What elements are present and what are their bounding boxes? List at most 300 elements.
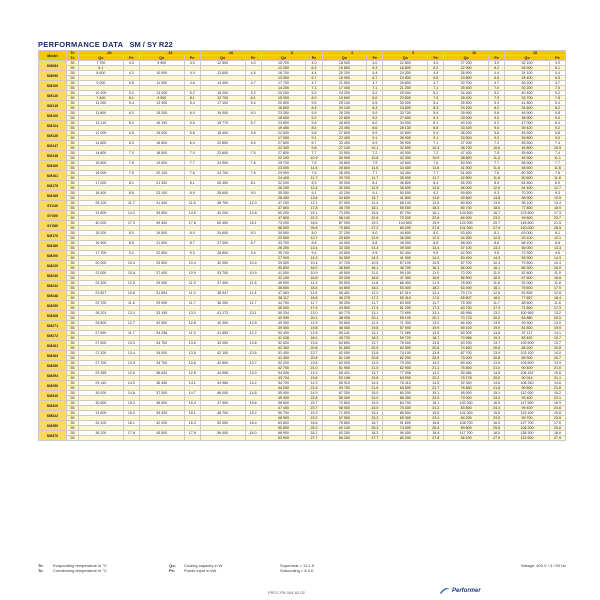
qo-cell: 24 700 — [200, 171, 245, 176]
tc-cell: 35 — [67, 341, 79, 346]
pe-header: Pe — [306, 56, 322, 61]
pe-cell: 13.9 — [489, 361, 505, 366]
qo-cell: 105 500 — [505, 341, 550, 346]
table-row — [39, 436, 566, 441]
pe-cell: 27.9 — [489, 436, 505, 441]
pe-cell: 13.4 — [550, 201, 566, 206]
model-cell: SM268 — [39, 311, 67, 321]
pe-cell: 8.7 — [184, 241, 200, 246]
pe-cell: 11.6 — [306, 291, 322, 296]
pe-cell: 14.5 — [184, 211, 200, 216]
qo-cell: 39 900 — [444, 111, 489, 116]
pe-cell: 9.0 — [489, 116, 505, 121]
qo-cell: 47 400 — [444, 151, 489, 156]
qo-cell: 25 100 — [322, 101, 367, 106]
tc-cell: 35 — [67, 201, 79, 206]
tc-cell: 35 — [67, 431, 79, 436]
performance-table — [38, 50, 566, 441]
qo-cell: 36 642 — [139, 371, 184, 376]
pe-cell: 21.7 — [428, 386, 444, 391]
pe-cell: 13.0 — [184, 311, 200, 316]
qo-cell: 28 600 — [322, 166, 367, 171]
qo-cell: 23 500 — [261, 166, 306, 171]
pe-cell: 9.2 — [123, 251, 139, 256]
qo-cell: 34 400 — [383, 166, 428, 171]
pe-cell: 11.6 — [428, 166, 444, 171]
qo-cell: 97 117 — [505, 331, 550, 336]
tc-cell: 55 — [67, 386, 79, 391]
pe-cell: 15.5 — [428, 411, 444, 416]
qo-cell: 67 019 — [383, 291, 428, 296]
qo-cell: 83 800 — [444, 406, 489, 411]
qo-cell: 45 400 — [261, 396, 306, 401]
pe-cell: 6.0 — [245, 111, 261, 116]
qo-cell: 8 600 — [79, 71, 124, 76]
qo-cell: 145 600 — [505, 221, 550, 226]
qo-cell: 55 200 — [444, 181, 489, 186]
qo-cell: 45 900 — [505, 156, 550, 161]
pe-cell: 14.0 — [428, 361, 444, 366]
te-value-header: 0 — [322, 51, 383, 56]
model-cell: SM125 — [39, 131, 67, 141]
qo-cell: 15 700 — [261, 61, 306, 66]
pe-cell: 23.4 — [428, 416, 444, 421]
tc-cell: 35 — [67, 231, 79, 236]
qo-cell: 18 500 — [139, 151, 184, 156]
pe-cell: 27.7 — [367, 436, 383, 441]
pe-cell: 12.8 — [184, 371, 200, 376]
pe-header: Pe — [245, 56, 261, 61]
pe-cell: 15.6 — [489, 411, 505, 416]
tc-cell: 55 — [67, 436, 79, 441]
model-cell: SM350 — [39, 421, 67, 431]
pe-cell: 24.6 — [550, 406, 566, 411]
pe-cell: 13.0 — [489, 321, 505, 326]
pe-cell: 11.6 — [489, 166, 505, 171]
pe-cell: 12.7 — [550, 186, 566, 191]
qo-cell: 45 700 — [322, 206, 367, 211]
pe-cell: 5.8 — [245, 131, 261, 136]
pe-cell: 17.8 — [306, 206, 322, 211]
pe-cell: 15.2 — [550, 391, 566, 396]
qo-cell: 21 300 — [139, 181, 184, 186]
qo-cell: 29 140 — [79, 381, 124, 386]
pe-cell: 12.6 — [428, 186, 444, 191]
qo-cell: 33 195 — [139, 311, 184, 316]
pe-cell: 7.1 — [367, 86, 383, 91]
pe-cell: 16.9 — [428, 276, 444, 281]
pe-cell: 19.8 — [306, 326, 322, 331]
pe-cell: 5.9 — [428, 111, 444, 116]
qo-cell: 21 200 — [383, 86, 428, 91]
legend-pe-key: Pe: — [169, 568, 176, 573]
pe-cell: 14.3 — [550, 256, 566, 261]
pe-cell: 10.5 — [428, 261, 444, 266]
qo-cell: 99 700 — [505, 416, 550, 421]
qo-cell: 34 500 — [322, 256, 367, 261]
pe-cell: 16.1 — [428, 266, 444, 271]
qo-cell: 30 700 — [444, 81, 489, 86]
qo-cell: 13 600 — [200, 71, 245, 76]
pe-cell: 6.7 — [367, 76, 383, 81]
pe-cell: 9.4 — [306, 251, 322, 256]
pe-cell: 14.3 — [306, 381, 322, 386]
qo-cell: 70 000 — [383, 406, 428, 411]
pe-cell: 15.4 — [367, 411, 383, 416]
pe-cell: 9.2 — [306, 116, 322, 121]
pe-cell: 12.7 — [306, 236, 322, 241]
pe-cell: 20.8 — [489, 346, 505, 351]
pe-cell: 7.1 — [306, 86, 322, 91]
qo-cell: 39 420 — [505, 126, 550, 131]
qo-cell: 47 400 — [261, 406, 306, 411]
qo-cell: 35 800 — [322, 161, 367, 166]
model-cell: SM185 — [39, 191, 67, 201]
tc-cell: 55 — [67, 256, 79, 261]
qo-cell — [139, 436, 184, 441]
pe-cell: 11.9 — [306, 281, 322, 286]
pe-cell: 5.8 — [489, 131, 505, 136]
qo-cell: 51 800 — [322, 346, 367, 351]
pe-cell: 12.6 — [306, 331, 322, 336]
qo-cell: 74 600 — [444, 346, 489, 351]
qo-cell: 81 800 — [505, 326, 550, 331]
qo-cell: 93 400 — [505, 396, 550, 401]
qo-cell: 35 900 — [383, 176, 428, 181]
pe-cell: 11.0 — [489, 271, 505, 276]
pe-cell: 7.7 — [367, 171, 383, 176]
qo-cell: 78 500 — [444, 281, 489, 286]
pe-cell: 13.7 — [367, 196, 383, 201]
pe-cell: 9.8 — [306, 146, 322, 151]
pe-cell: 8.8 — [550, 241, 566, 246]
pe-cell: 9.1 — [428, 116, 444, 121]
pe-cell: 11.6 — [367, 166, 383, 171]
pe-cell: 23.3 — [367, 416, 383, 421]
pe-cell: 11.7 — [306, 301, 322, 306]
pe-cell: 7.6 — [428, 161, 444, 166]
pe-cell: 12.1 — [306, 201, 322, 206]
qo-cell: 80 800 — [444, 201, 489, 206]
pe-cell: 11.6 — [550, 166, 566, 171]
qo-cell: 37 200 — [322, 231, 367, 236]
qo-cell: 29 900 — [261, 171, 306, 176]
qo-cell: 44 956 — [200, 371, 245, 376]
pe-cell: 11.1 — [550, 156, 566, 161]
qo-cell: 46 275 — [322, 296, 367, 301]
pe-cell: 5.5 — [184, 121, 200, 126]
pe-cell: 8.3 — [367, 106, 383, 111]
te-value-header: -15 — [139, 51, 200, 56]
pe-cell: 19.9 — [489, 326, 505, 331]
pe-cell: 9.1 — [367, 136, 383, 141]
pe-cell: 9.0 — [550, 136, 566, 141]
qo-cell: 40 300 — [200, 321, 245, 326]
pe-cell: 5.9 — [367, 111, 383, 116]
qo-cell: 62 100 — [322, 426, 367, 431]
pe-cell: 12.8 — [550, 291, 566, 296]
qo-cell: 117 700 — [444, 431, 489, 436]
qo-cell: 52 000 — [200, 421, 245, 426]
pe-cell: 13.6 — [306, 341, 322, 346]
qo-cell: 67 600 — [505, 276, 550, 281]
pe-cell: 11.8 — [550, 176, 566, 181]
legend-subcooling: Subcooling = 8.3 K — [280, 568, 314, 573]
qo-cell: 49 000 — [383, 241, 428, 246]
pe-cell: 13.5 — [428, 331, 444, 336]
qo-cell: 55 200 — [322, 301, 367, 306]
voltage-note: Voltage: 400 V / 3 / 50 Hz — [520, 563, 566, 568]
pe-cell: 10.4 — [123, 261, 139, 266]
pe-cell: 16.0 — [306, 266, 322, 271]
qo-cell: 58 500 — [261, 226, 306, 231]
qo-cell: 24 400 — [261, 176, 306, 181]
qo-cell: 70 200 — [505, 191, 550, 196]
qo-cell: 7 700 — [79, 61, 124, 66]
tc-cell: 55 — [67, 416, 79, 421]
qo-cell: 77 908 — [383, 371, 428, 376]
qo-cell: 19 600 — [139, 161, 184, 166]
pe-cell: 16.9 — [489, 421, 505, 426]
qo-cell: 33 700 — [505, 96, 550, 101]
pe-cell: 13.5 — [184, 341, 200, 346]
qo-cell: 56 000 — [505, 246, 550, 251]
qo-cell: 63 800 — [261, 421, 306, 426]
te-value-header: 15 — [505, 51, 566, 56]
pe-cell: 5.2 — [123, 91, 139, 96]
qo-cell: 83 309 — [444, 331, 489, 336]
pe-cell: 11.0 — [184, 291, 200, 296]
pe-cell: 17.9 — [550, 286, 566, 291]
qo-cell: 60 400 — [200, 221, 245, 226]
pe-cell: 6.7 — [306, 76, 322, 81]
qo-cell: 45 900 — [261, 281, 306, 286]
pe-cell: 19.2 — [367, 221, 383, 226]
pe-cell: 16.9 — [489, 276, 505, 281]
qo-cell: 138 300 — [505, 431, 550, 436]
qo-cell: 105 500 — [505, 361, 550, 366]
pe-cell: 16.1 — [428, 401, 444, 406]
qo-cell: 43 600 — [322, 251, 367, 256]
qo-cell: 70 800 — [322, 401, 367, 406]
qo-cell: 84 200 — [444, 416, 489, 421]
qo-cell: 89 300 — [505, 356, 550, 361]
qo-cell: 79 000 — [444, 396, 489, 401]
qo-header: Qo — [322, 56, 367, 61]
pe-cell: 14.6 — [550, 381, 566, 386]
qo-cell: 34 600 — [322, 196, 367, 201]
pe-cell: 7.6 — [184, 171, 200, 176]
qo-cell: 41 173 — [200, 311, 245, 316]
tc-cell: 35 — [67, 171, 79, 176]
pe-cell: 20.9 — [428, 356, 444, 361]
pe-cell: 20.8 — [489, 356, 505, 361]
qo-cell: 119 100 — [505, 411, 550, 416]
pe-cell: 9.2 — [367, 116, 383, 121]
pe-cell: 5.8 — [306, 121, 322, 126]
pe-cell: 10.4 — [489, 261, 505, 266]
pe-cell: 21.8 — [550, 386, 566, 391]
pe-cell: 11.6 — [123, 301, 139, 306]
pe-cell: 16.9 — [550, 401, 566, 406]
pe-cell: 5.4 — [123, 121, 139, 126]
pe-cell: 5.2 — [245, 91, 261, 96]
pe-cell: 8.1 — [245, 96, 261, 101]
qo-cell: 16 200 — [200, 91, 245, 96]
qo-cell: 65 807 — [444, 296, 489, 301]
pe-cell: 9.6 — [550, 251, 566, 256]
qo-cell: 22 500 — [261, 131, 306, 136]
qo-cell: 29 200 — [444, 106, 489, 111]
pe-cell: 5.5 — [367, 101, 383, 106]
model-cell: SM220 — [39, 261, 67, 271]
pe-cell: 4.7 — [306, 81, 322, 86]
qo-cell: 47 200 — [444, 141, 489, 146]
qo-cell: 44 800 — [383, 231, 428, 236]
qo-cell: 24 500 — [200, 161, 245, 166]
qo-cell: 39 500 — [261, 326, 306, 331]
pe-cell: 7.4 — [550, 141, 566, 146]
qo-cell: 90 400 — [505, 366, 550, 371]
legend-superheat: Superheat = 11.1 K — [280, 563, 315, 568]
pe-cell: 8.1 — [489, 231, 505, 236]
qo-cell: 64 090 — [383, 376, 428, 381]
pe-cell: 17.3 — [550, 211, 566, 216]
pe-cell: 14.2 — [428, 371, 444, 376]
pe-cell: 9.5 — [367, 251, 383, 256]
pe-cell: 14.8 — [245, 391, 261, 396]
qo-cell: 25 100 — [79, 201, 124, 206]
pe-cell: 23.2 — [489, 216, 505, 221]
pe-cell: 15.1 — [428, 391, 444, 396]
pe-cell: 7.2 — [367, 151, 383, 156]
qo-cell: 13 110 — [79, 121, 124, 126]
qo-cell: 29 600 — [322, 236, 367, 241]
pe-cell: 18.1 — [245, 221, 261, 226]
qo-cell: 52 400 — [383, 251, 428, 256]
qo-cell: 60 200 — [261, 211, 306, 216]
pe-cell: 11.7 — [367, 176, 383, 181]
pe-cell: 27.9 — [550, 436, 566, 441]
pe-cell: 15.1 — [489, 391, 505, 396]
tc-cell: 55 — [67, 236, 79, 241]
model-cell: SM248 — [39, 291, 67, 301]
qo-cell: 76 000 — [383, 341, 428, 346]
pe-cell: 4.4 — [428, 71, 444, 76]
qo-cell: 19 000 — [200, 111, 245, 116]
pe-cell: 16.7 — [367, 421, 383, 426]
qo-cell: 27 800 — [261, 151, 306, 156]
qo-cell: 30 800 — [261, 266, 306, 271]
pe-cell: 13.0 — [428, 321, 444, 326]
qo-cell: 51 400 — [261, 351, 306, 356]
qo-cell: 38 600 — [139, 401, 184, 406]
pe-cell: 9.3 — [489, 191, 505, 196]
pe-cell: 15.4 — [184, 401, 200, 406]
qo-header: Qo — [200, 56, 245, 61]
qo-cell: 32 000 — [322, 186, 367, 191]
qo-cell: 7 400 — [79, 96, 124, 101]
pe-cell: 13.2 — [550, 311, 566, 316]
pe-cell: 19.8 — [367, 326, 383, 331]
qo-cell: 34 100 — [505, 71, 550, 76]
pe-cell: 20.8 — [367, 356, 383, 361]
model-cell: SY380 — [39, 221, 67, 231]
qo-cell: 42 800 — [200, 361, 245, 366]
pe-cell: 7.8 — [550, 171, 566, 176]
tc-cell: 35 — [67, 211, 79, 216]
qo-cell: 14 800 — [79, 151, 124, 156]
qo-cell: 43 734 — [261, 376, 306, 381]
pe-cell: 4.0 — [367, 61, 383, 66]
qo-cell: 46 900 — [505, 111, 550, 116]
pe-cell: 5.2 — [428, 91, 444, 96]
pe-cell: 6.5 — [550, 76, 566, 81]
pe-cell: 6.5 — [245, 141, 261, 146]
pe-cell: 18.3 — [367, 431, 383, 436]
qo-cell: 11 800 — [79, 111, 124, 116]
pe-cell: 17.3 — [489, 306, 505, 311]
pe-cell: 8.0 — [367, 96, 383, 101]
pe-cell: 13.9 — [550, 196, 566, 201]
tc-cell: 35 — [67, 181, 79, 186]
pe-cell: 5.5 — [306, 101, 322, 106]
tc-cell: 55 — [67, 166, 79, 171]
qo-cell: 79 174 — [444, 291, 489, 296]
pe-cell: 7.6 — [123, 161, 139, 166]
qo-cell: 95 100 — [505, 201, 550, 206]
qo-cell: 72 690 — [383, 311, 428, 316]
pe-cell: 13.9 — [550, 361, 566, 366]
pe-cell: 14.0 — [123, 381, 139, 386]
qo-cell: 38 117 — [261, 296, 306, 301]
qo-cell: 14 400 — [200, 81, 245, 86]
pe-cell: 15.0 — [367, 391, 383, 396]
tc-cell: 55 — [67, 226, 79, 231]
model-cell: SM170 — [39, 231, 67, 241]
tc-cell: 55 — [67, 136, 79, 141]
pe-cell: 16.5 — [489, 401, 505, 406]
pe-cell: 8.3 — [306, 181, 322, 186]
qo-header: Qo — [383, 56, 428, 61]
qo-cell: 124 000 — [444, 221, 489, 226]
pe-cell: 18.1 — [306, 431, 322, 436]
pe-cell: 8.0 — [428, 231, 444, 236]
pe-cell: 25.5 — [489, 426, 505, 431]
pe-cell: 20.8 — [306, 346, 322, 351]
qo-cell: 28 200 — [322, 111, 367, 116]
qo-cell: 35 700 — [261, 251, 306, 256]
qo-cell: 27 590 — [79, 331, 124, 336]
pe-cell: 12.9 — [367, 321, 383, 326]
pe-cell: 18.3 — [367, 286, 383, 291]
qo-cell: 117 900 — [505, 401, 550, 406]
qo-cell: 73 300 — [505, 251, 550, 256]
tc-cell: 55 — [67, 196, 79, 201]
te-value-header: 10 — [444, 51, 505, 56]
pe-cell: 7.7 — [550, 161, 566, 166]
pe-cell: 13.6 — [306, 196, 322, 201]
model-cell: SM281 — [39, 341, 67, 351]
pe-cell: 10.8 — [123, 291, 139, 296]
qo-cell: 39 000 — [322, 181, 367, 186]
pe-cell: 12.9 — [306, 321, 322, 326]
pe-cell: 10.9 — [184, 271, 200, 276]
qo-cell: 70 200 — [383, 216, 428, 221]
qo-cell: 59 600 — [322, 321, 367, 326]
qo-cell: 26 900 — [383, 136, 428, 141]
pe-cell: 13.4 — [123, 351, 139, 356]
